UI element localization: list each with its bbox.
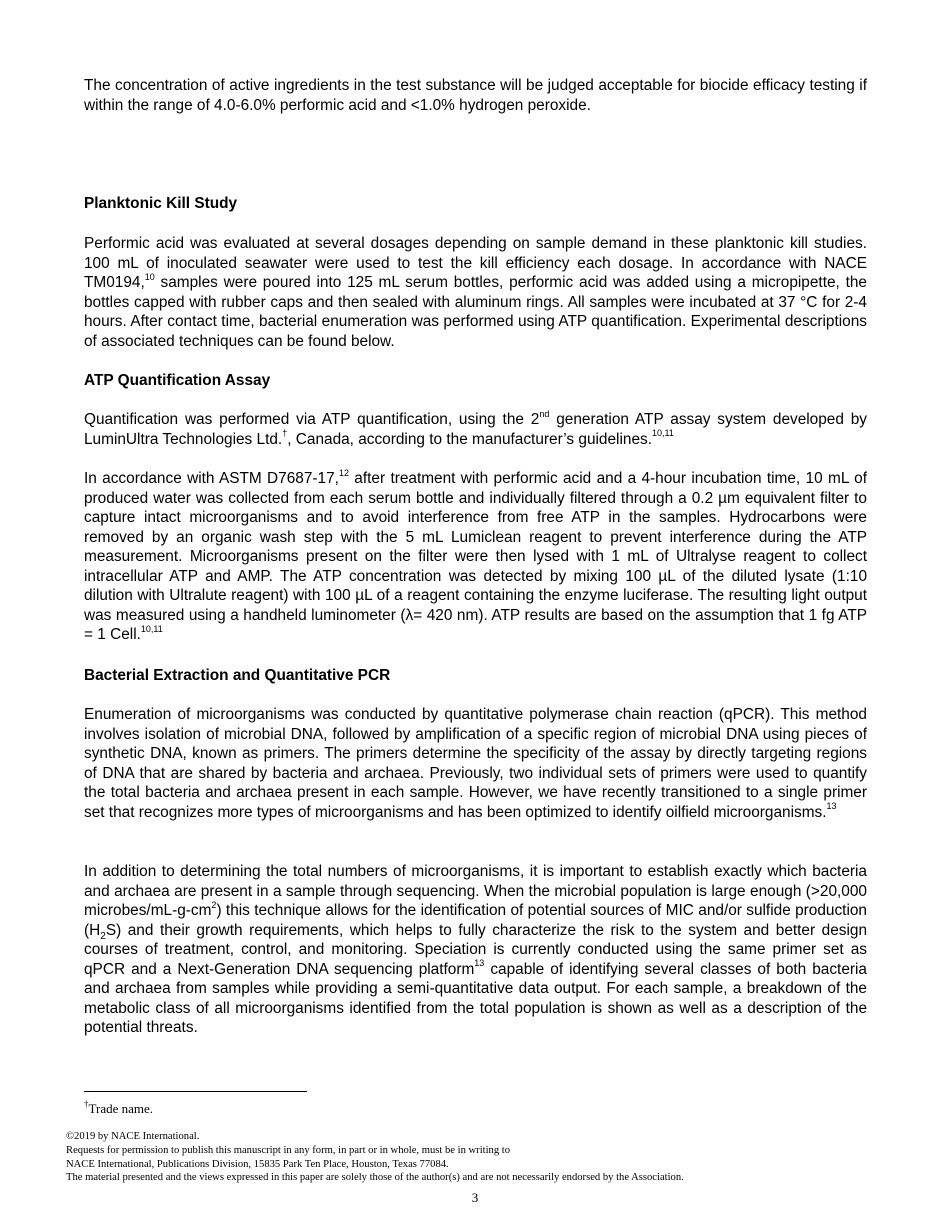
- pcr-paragraph-1: [84, 705, 867, 822]
- citation-ref: 10,11: [651, 428, 674, 439]
- copyright-line: ©2019 by NACE International.: [66, 1131, 200, 1142]
- citation-ref: 12: [338, 467, 349, 478]
- disclaimer-line: The material presented and the views expressed in this paper are solely those of the author(s) and are not necessarily endorsed by the Association.: [66, 1172, 684, 1184]
- footnote-text: Trade name.: [88, 1101, 154, 1116]
- planktonic-heading: Planktonic Kill Study: [84, 195, 238, 212]
- pcr-p2-text-a: In addition to determining the total numbers of microorganisms, it is important to establish exactly which bacteria and archaea are present in a sample through sequencing. When the microbial population is large enough (>20,000 microbes/mL-g-cm: [84, 863, 867, 919]
- pcr-paragraph-2: [84, 862, 867, 1038]
- footnote: [84, 1098, 154, 1117]
- atp-text-b: generation ATP assay system developed by LuminUltra Technologies Ltd.: [84, 411, 868, 448]
- chemical-subscript: 2: [100, 930, 106, 942]
- atp-heading: ATP Quantification Assay: [84, 372, 271, 389]
- atp-text-a: Quantification was performed via ATP quantification, using the 2: [84, 411, 540, 428]
- intro-paragraph: [84, 76, 867, 115]
- citation-ref: 13: [474, 958, 485, 969]
- permission-line: Requests for permission to publish this manuscript in any form, in part or in whole, must be in writing to: [66, 1144, 511, 1156]
- footnote-divider: [84, 1091, 307, 1092]
- citation-ref: 10,11: [140, 623, 163, 634]
- pcr-heading: Bacterial Extraction and Quantitative PCR: [84, 667, 391, 684]
- copyright-block: [66, 1130, 886, 1185]
- atp-p2-text-b: after treatment with performic acid and a 4-hour incubation time, 10 mL of produced water was collected from each serum bottle and individually filtered through a 0.2 µm equivalent filter to capture intact microorganisms and to avoid interference from free ATP in the samples. Hydrocarbons were removed by an organic wash step with the 5 mL Lumiclean reagent to prevent interference during the ATP measurement. Microorganisms present on the filter were then lysed with 1 mL of Ultralyse reagent to collect intracellular ATP and AMP. The ATP concentration was detected by mixing 100 µL of the diluted lysate (1:10 dilution with Ultralute reagent) with 100 µL of a reagent containing the enzyme luciferase. The resulting light output was measured using a handheld luminometer (λ= 420 nm). ATP results are based on the assumption that 1 fg ATP = 1 Cell.: [84, 470, 867, 643]
- pcr-text-a: Enumeration of microorganisms was conducted by quantitative polymerase chain reaction (qPCR). This method involves isolation of microbial DNA, followed by amplification of a specific region of microbial DNA using pieces of synthetic DNA, known as primers. The primers determine the specificity of the assay by directly targeting regions of DNA that are shared by bacteria and archaea. Previously, two individual sets of primers were used to quantify the total bacteria and archaea present in each sample. However, we have recently transitioned to a single primer set that recognizes more types of microorganisms and has been optimized to identify oilfield microorganisms.: [84, 706, 867, 821]
- citation-ref: 10: [144, 271, 155, 282]
- ordinal-superscript: nd: [539, 408, 550, 419]
- atp-paragraph-2: [84, 469, 867, 645]
- planktonic-text-b: samples were poured into 125 mL serum bottles, performic acid was added using a micropipette, the bottles capped with rubber caps and then sealed with aluminum rings. All samples were incubated at 37 °C for 2-4 hours. After contact time, bacterial enumeration was performed using ATP quantification. Experimental descriptions of associated techniques can be found below.: [84, 274, 867, 350]
- intro-text: The concentration of active ingredients in the test substance will be judged acceptable for biocide efficacy testing if within the range of 4.0-6.0% performic acid and <1.0% hydrogen peroxide.: [84, 77, 867, 114]
- atp-paragraph-1: [84, 410, 867, 449]
- atp-text-c: , Canada, according to the manufacturer’s guidelines.: [287, 430, 652, 448]
- pcr-p2-text-c: S) and their growth requirements, which helps to fully characterize the risk to the system and better design courses of treatment, control, and monitoring. Speciation is currently conducted using the same primer set as qPCR and a Next-Generation DNA sequencing platform: [84, 921, 867, 978]
- address-line: NACE International, Publications Division, 15835 Park Ten Place, Houston, Texas 77084.: [66, 1158, 449, 1170]
- dagger-mark: †: [84, 1098, 89, 1109]
- planktonic-paragraph: [84, 234, 867, 351]
- pcr-p2-text-d: capable of identifying several classes of both bacteria and archaea from samples while providing a semi-quantitative data output. For each sample, a breakdown of the metabolic class of all microorganisms identified from the total population is shown as well as a description of the potential threats.: [84, 960, 867, 1036]
- page-number: 3: [471, 1190, 479, 1205]
- exponent-superscript: 2: [211, 899, 217, 910]
- pcr-p2-text-b: ) this technique allows for the identification of potential sources of MIC and/or sulfide production (H: [84, 902, 867, 939]
- citation-ref: 13: [826, 801, 837, 812]
- dagger-mark: †: [282, 428, 288, 439]
- atp-p2-text-a: In accordance with ASTM D7687-17,: [84, 470, 339, 487]
- planktonic-text-a: Performic acid was evaluated at several dosages depending on sample demand in these planktonic kill studies. 100 mL of inoculated seawater were used to test the kill efficiency each dosage. In accordance with NACE TM0194,: [84, 235, 867, 291]
